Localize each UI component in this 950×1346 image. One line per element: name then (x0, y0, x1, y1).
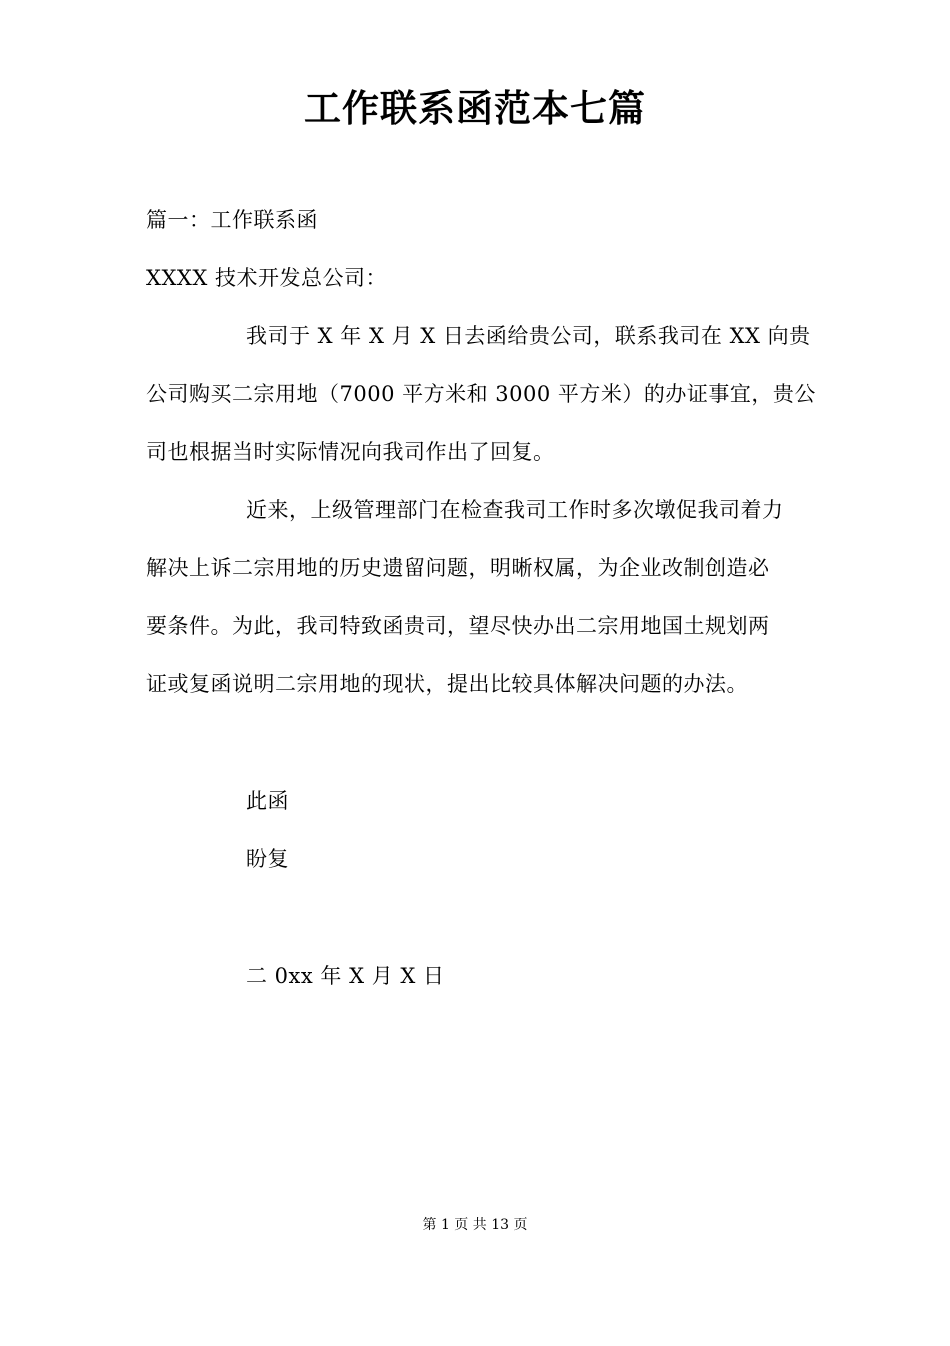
paragraph-1-line-2: 公司购买二宗用地（7000 平方米和 3000 平方米）的办证事宜，贵公 (146, 382, 816, 406)
page-number-footer: 第 1 页 共 13 页 (422, 1217, 528, 1233)
closing-line-1: 此函 (246, 789, 289, 813)
closing-line-2: 盼复 (246, 847, 289, 871)
paragraph-1-line-1: 我司于 X 年 X 月 X 日去函给贵公司，联系我司在 XX 向贵 (246, 324, 811, 348)
paragraph-2-line-4: 证或复函说明二宗用地的现状，提出比较具体解决问题的办法。 (146, 672, 748, 696)
section-heading: 篇一：工作联系函 (146, 208, 318, 232)
addressee: XXXX 技术开发总公司： (146, 266, 387, 290)
paragraph-2-line-2: 解决上诉二宗用地的历史遗留问题，明晰权属，为企业改制创造必 (146, 556, 770, 580)
paragraph-1-line-3: 司也根据当时实际情况向我司作出了回复。 (146, 440, 555, 464)
paragraph-2-line-1: 近来，上级管理部门在检查我司工作时多次墩促我司着力 (246, 498, 784, 522)
paragraph-2-line-3: 要条件。为此，我司特致函贵司，望尽快办出二宗用地国土规划两 (146, 614, 770, 638)
letter-date: 二 0xx 年 X 月 X 日 (246, 964, 445, 988)
document-title: 工作联系函范本七篇 (304, 86, 646, 130)
